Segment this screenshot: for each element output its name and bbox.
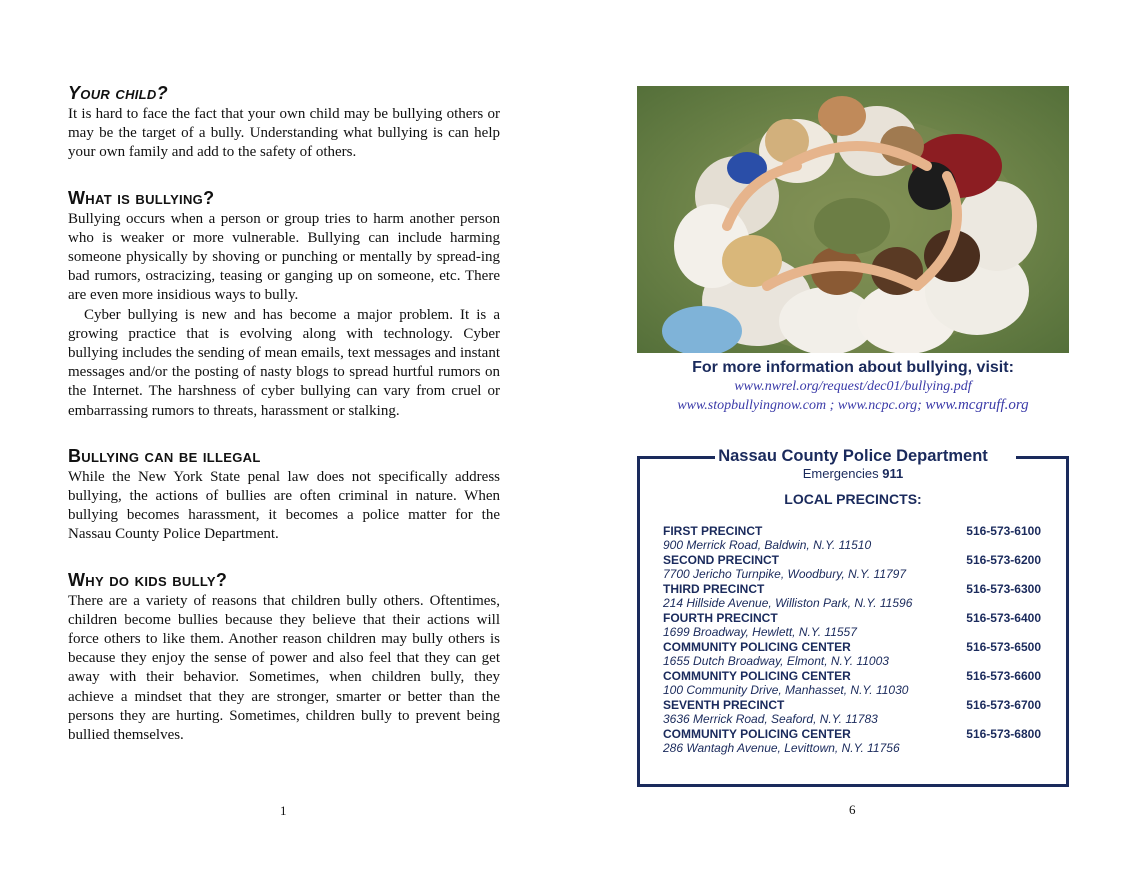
precinct-phone: 516-573-6100 bbox=[966, 524, 1041, 538]
precinct-phone: 516-573-6700 bbox=[966, 698, 1041, 712]
page-number-left: 1 bbox=[280, 803, 287, 818]
precinct-address: 3636 Merrick Road, Seaford, N.Y. 11783 bbox=[663, 712, 878, 726]
precinct-phone: 516-573-6400 bbox=[966, 611, 1041, 625]
emergencies-label: Emergencies bbox=[802, 466, 879, 481]
link-ncpc[interactable]: www.ncpc.org bbox=[837, 398, 918, 413]
section-why-kids-bully bbox=[68, 569, 500, 746]
precinct-entry bbox=[663, 669, 1043, 698]
link-separator: ; bbox=[826, 398, 838, 413]
section-paragraph: Bullying occurs when a person or group tries to harm another person who is weaker or more vulnerable. Bullying can include harming someone physically by shoving or punching or mentally by spread-ing bad rumors, ostracizing, teasing or ganging up on someone, etc. There are even more insidious ways to bully. bbox=[68, 210, 500, 304]
section-paragraph: Cyber bullying is new and has become a major problem. It is a growing practice that is evolving along with technology. Cyber bullying includes the sending of mean emails, text messages and instant messages and/or the posting of nasty blogs to spread hurtful rumors on the Internet. The harshness of cyber bullying can vary from cruel or embarrassing rumors to threats, harassment or stalking. bbox=[68, 306, 500, 419]
precinct-phone: 516-573-6800 bbox=[966, 727, 1041, 741]
precinct-phone: 516-573-6200 bbox=[966, 553, 1041, 567]
precinct-name: FIRST PRECINCT bbox=[663, 524, 763, 538]
precinct-name: COMMUNITY POLICING CENTER bbox=[663, 727, 851, 741]
precinct-phone: 516-573-6500 bbox=[966, 640, 1041, 654]
local-precincts-heading: LOCAL PRECINCTS: bbox=[784, 491, 922, 507]
precinct-phone: 516-573-6600 bbox=[966, 669, 1041, 683]
precinct-name: SEVENTH PRECINCT bbox=[663, 698, 785, 712]
group-huddle-photo bbox=[637, 86, 1069, 353]
precinct-address: 1655 Dutch Broadway, Elmont, N.Y. 11003 bbox=[663, 654, 889, 668]
section-paragraph: There are a variety of reasons that children bully others. Oftentimes, children become bullies because they believe that their actions will force others to like them. Another reason children may bully others is because they enjoy the sense of power and also feel that they can get away with their behavior. Sometimes, when children bully, they achieve a mindset that they are stronger, smarter or better than the persons they are hurting. Sometimes, children bully to prevent being bullied themselves. bbox=[68, 592, 500, 744]
precinct-name: FOURTH PRECINCT bbox=[663, 611, 778, 625]
precinct-address: 1699 Broadway, Hewlett, N.Y. 11557 bbox=[663, 625, 857, 639]
precinct-address: 214 Hillside Avenue, Williston Park, N.Y. 11596 bbox=[663, 596, 913, 610]
precinct-entry bbox=[663, 640, 1043, 669]
section-heading: Why do kids bully? bbox=[68, 569, 228, 590]
precinct-entry bbox=[663, 611, 1043, 640]
section-paragraph: While the New York State penal law does not specifically address bullying, the actions of bullies are often criminal in nature. When bullying becomes harassment, it becomes a police matter for the Nassau County Police Department. bbox=[68, 468, 500, 543]
precinct-name: COMMUNITY POLICING CENTER bbox=[663, 640, 851, 654]
info-title: For more information about bullying, visit: bbox=[692, 359, 1014, 376]
more-info-block bbox=[637, 358, 1069, 415]
precinct-name: SECOND PRECINCT bbox=[663, 553, 780, 567]
links-row bbox=[637, 396, 1069, 415]
section-paragraph: It is hard to face the fact that your own child may be bullying others or may be the target of a bully. Understanding what bullying is can help your own family and add to the safety of others. bbox=[68, 106, 500, 161]
link-nwrel[interactable]: www.nwrel.org/request/dec01/bullying.pdf bbox=[734, 379, 972, 394]
precinct-entry bbox=[663, 727, 1043, 756]
precinct-entry bbox=[663, 553, 1043, 582]
precinct-address: 7700 Jericho Turnpike, Woodbury, N.Y. 11797 bbox=[663, 567, 907, 581]
precinct-name: THIRD PRECINCT bbox=[663, 582, 765, 596]
link-mcgruff[interactable]: www.mcgruff.org bbox=[925, 397, 1029, 413]
emergencies-line bbox=[637, 466, 1069, 481]
link-stopbullyingnow[interactable]: www.stopbullyingnow.com bbox=[677, 398, 827, 413]
police-department-title: Nassau County Police Department bbox=[718, 447, 988, 465]
precinct-phone: 516-573-6300 bbox=[966, 582, 1041, 596]
precinct-address: 100 Community Drive, Manhasset, N.Y. 11030 bbox=[663, 683, 909, 697]
section-heading: Bullying can be illegal bbox=[68, 445, 261, 466]
section-what-is-bullying bbox=[68, 187, 500, 421]
precinct-address: 286 Wantagh Avenue, Levittown, N.Y. 11756 bbox=[663, 741, 900, 755]
page-number-right: 6 bbox=[849, 802, 856, 817]
precinct-list bbox=[663, 524, 1043, 756]
section-heading: Your child? bbox=[68, 83, 168, 103]
left-page-content bbox=[68, 82, 500, 769]
section-bullying-illegal bbox=[68, 445, 500, 545]
precinct-entry bbox=[663, 582, 1043, 611]
precinct-name: COMMUNITY POLICING CENTER bbox=[663, 669, 851, 683]
precinct-entry bbox=[663, 524, 1043, 553]
photo-illustration bbox=[637, 86, 1069, 353]
precinct-address: 900 Merrick Road, Baldwin, N.Y. 11510 bbox=[663, 538, 872, 552]
section-your-child bbox=[68, 82, 500, 163]
section-heading: What is bullying? bbox=[68, 187, 215, 208]
precinct-entry bbox=[663, 698, 1043, 727]
emergencies-number: 911 bbox=[882, 466, 904, 481]
link-separator: ; bbox=[917, 398, 926, 413]
